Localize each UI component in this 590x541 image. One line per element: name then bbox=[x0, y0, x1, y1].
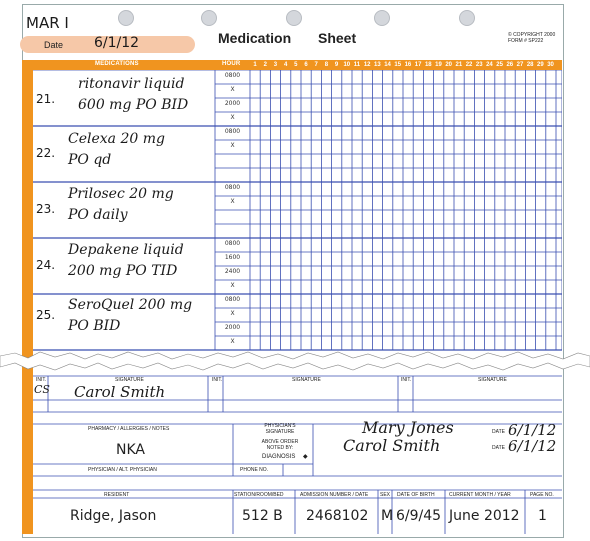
date-value-1: 6/1/12 bbox=[508, 421, 557, 439]
med-line1: SeroQuel 200 mg bbox=[68, 297, 193, 313]
hour-cell: 2000 bbox=[224, 100, 241, 107]
day-20: 20 bbox=[445, 62, 452, 68]
hour-cell: 0800 bbox=[224, 72, 241, 79]
page-value: 1 bbox=[538, 508, 547, 524]
hour-cell: 2400 bbox=[224, 268, 241, 275]
hour-cell: X bbox=[230, 282, 235, 289]
med-line1: ritonavir liquid bbox=[78, 76, 185, 92]
init-label-3: INIT. bbox=[401, 377, 412, 383]
torn-edge bbox=[0, 350, 590, 372]
medications-header: MEDICATIONS bbox=[95, 61, 139, 67]
day-24: 24 bbox=[486, 62, 493, 68]
binder-hole-2 bbox=[201, 10, 217, 26]
day-16: 16 bbox=[404, 62, 412, 68]
day-6: 6 bbox=[304, 62, 308, 68]
day-30: 30 bbox=[547, 62, 554, 68]
hour-header: HOUR bbox=[222, 61, 241, 67]
noted-by-value: Carol Smith bbox=[343, 436, 441, 455]
init-label-2: INIT. bbox=[212, 377, 223, 383]
day-29: 29 bbox=[537, 62, 544, 68]
day-5: 5 bbox=[294, 62, 298, 68]
binder-hole-1 bbox=[118, 10, 134, 26]
day-10: 10 bbox=[343, 62, 351, 68]
resident-label: RESIDENT bbox=[104, 492, 130, 498]
init-value: CS bbox=[34, 383, 50, 396]
med-number: 21. bbox=[36, 92, 56, 106]
hour-cell: X bbox=[230, 86, 235, 93]
station-label: STATION/ROOM/BED bbox=[234, 492, 284, 498]
binder-hole-3 bbox=[286, 10, 302, 26]
admission-label: ADMISSION NUMBER / DATE bbox=[300, 492, 369, 498]
hour-cell: 0800 bbox=[224, 240, 241, 247]
medication-block-25 bbox=[33, 294, 215, 350]
hour-cell: X bbox=[230, 142, 235, 149]
init-label-1: INIT. bbox=[36, 377, 47, 383]
pharmacy-value: NKA bbox=[116, 442, 145, 458]
day-headers bbox=[250, 60, 557, 70]
day-22: 22 bbox=[465, 62, 473, 68]
day-8: 8 bbox=[324, 62, 329, 68]
medication-block-23 bbox=[33, 182, 215, 238]
month-label: CURRENT MONTH / YEAR bbox=[449, 492, 511, 498]
pharmacy-label: PHARMACY / ALLERGIES / NOTES bbox=[88, 426, 170, 432]
form-number: FORM # SP222 bbox=[508, 38, 544, 44]
hour-cell: 2000 bbox=[224, 324, 241, 331]
sex-label: SEX bbox=[380, 492, 391, 498]
day-2: 2 bbox=[263, 62, 267, 68]
med-number: 23. bbox=[36, 202, 56, 216]
date-label-2: DATE bbox=[492, 445, 505, 451]
med-line2: PO daily bbox=[68, 207, 128, 223]
day-4: 4 bbox=[283, 62, 288, 68]
physician-signature-value: Mary Jones bbox=[362, 418, 454, 437]
physician-label: PHYSICIAN / ALT. PHYSICIAN bbox=[88, 467, 157, 473]
medication-block-24 bbox=[33, 238, 215, 294]
signature-label-1: SIGNATURE bbox=[115, 377, 144, 383]
signature-label-2: SIGNATURE bbox=[292, 377, 321, 383]
admission-value: 2468102 bbox=[306, 508, 369, 524]
day-18: 18 bbox=[424, 62, 432, 68]
page-label: PAGE NO. bbox=[530, 492, 554, 498]
date-label-1: DATE bbox=[492, 429, 505, 435]
title-medication: Medication bbox=[218, 30, 292, 46]
orange-stub-lower bbox=[22, 372, 33, 534]
day-13: 13 bbox=[374, 62, 381, 68]
hour-cell: 0800 bbox=[224, 128, 241, 135]
day-14: 14 bbox=[384, 62, 391, 68]
dob-value: 6/9/45 bbox=[396, 508, 442, 524]
hour-cell: X bbox=[230, 198, 235, 205]
signature-label-3: SIGNATURE bbox=[478, 377, 507, 383]
day-3: 3 bbox=[273, 62, 278, 68]
hour-cell: X bbox=[230, 310, 235, 317]
medication-block-21 bbox=[33, 70, 215, 126]
dob-label: DATE OF BIRTH bbox=[397, 492, 435, 498]
station-value: 512 B bbox=[242, 508, 283, 524]
diagnosis-label: DIAGNOSIS bbox=[262, 454, 296, 460]
physician-signature-label: PHYSICIAN'S SIGNATURE bbox=[264, 423, 296, 435]
day-15: 15 bbox=[394, 62, 402, 68]
day-7: 7 bbox=[314, 62, 318, 68]
day-25: 25 bbox=[496, 62, 503, 68]
date-value-2: 6/1/12 bbox=[508, 437, 557, 455]
med-line1: Depakene liquid bbox=[68, 242, 184, 258]
med-line1: Prilosec 20 mg bbox=[68, 186, 174, 202]
title-sheet: Sheet bbox=[318, 30, 357, 46]
med-number: 22. bbox=[36, 146, 56, 160]
day-23: 23 bbox=[475, 62, 483, 68]
hour-cell: 1600 bbox=[224, 254, 241, 261]
med-number: 24. bbox=[36, 258, 56, 272]
hour-cell: 0800 bbox=[224, 296, 241, 303]
day-21: 21 bbox=[455, 62, 463, 68]
day-27: 27 bbox=[516, 62, 524, 68]
med-line2: 600 mg PO BID bbox=[78, 97, 189, 113]
hour-cell: X bbox=[230, 338, 235, 345]
med-number: 25. bbox=[36, 308, 56, 322]
day-1: 1 bbox=[253, 62, 257, 68]
day-12: 12 bbox=[363, 62, 371, 68]
hour-cell: X bbox=[230, 114, 235, 121]
phone-label: PHONE NO. bbox=[240, 467, 269, 473]
med-line2: PO BID bbox=[68, 318, 121, 334]
hour-cell: 0800 bbox=[224, 184, 241, 191]
date-value: 6/1/12 bbox=[94, 35, 140, 51]
date-label: Date bbox=[44, 40, 64, 50]
day-11: 11 bbox=[353, 62, 361, 68]
binder-hole-4 bbox=[374, 10, 390, 26]
med-line2: PO qd bbox=[68, 152, 112, 168]
resident-value: Ridge, Jason bbox=[70, 508, 157, 524]
above-order-label: ABOVE ORDER NOTED BY: bbox=[261, 439, 299, 451]
day-26: 26 bbox=[506, 62, 514, 68]
day-19: 19 bbox=[435, 62, 442, 68]
medication-block-22 bbox=[33, 126, 215, 182]
mar-label: MAR I bbox=[26, 14, 69, 32]
day-9: 9 bbox=[334, 62, 339, 68]
copyright: © COPYRIGHT 2000 bbox=[508, 32, 556, 38]
signature-value: Carol Smith bbox=[74, 383, 166, 401]
day-28: 28 bbox=[526, 62, 534, 68]
med-line1: Celexa 20 mg bbox=[68, 131, 165, 147]
med-line2: 200 mg PO TID bbox=[68, 263, 178, 279]
diagnosis-star-icon: ◆ bbox=[303, 454, 308, 460]
day-17: 17 bbox=[414, 62, 422, 68]
month-value: June 2012 bbox=[449, 508, 520, 524]
sex-value: M bbox=[381, 508, 394, 524]
binder-hole-5 bbox=[459, 10, 475, 26]
